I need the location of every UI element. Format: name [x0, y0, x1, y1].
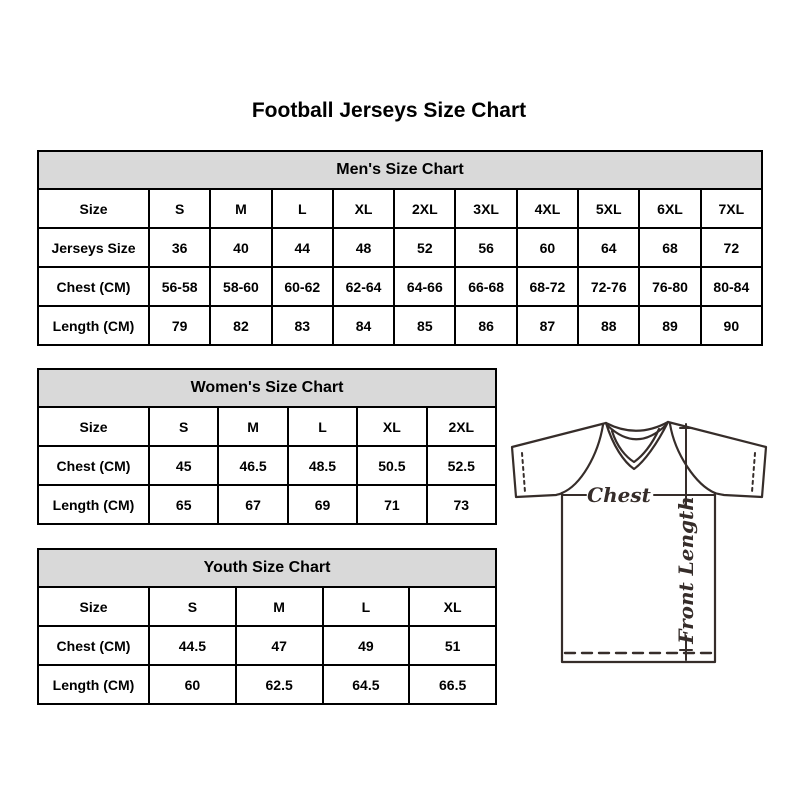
value-cell: 67: [218, 485, 287, 524]
value-cell: 48.5: [288, 446, 357, 485]
womens-chest-row: [38, 446, 496, 485]
row-label: Chest (CM): [38, 267, 149, 306]
size-cell: 4XL: [517, 189, 578, 228]
value-cell: 82: [210, 306, 271, 345]
value-cell: 48: [333, 228, 394, 267]
jersey-outline-icon: [512, 422, 766, 662]
value-cell: 68: [639, 228, 700, 267]
front-length-label: Front Length: [674, 496, 698, 644]
value-cell: 64: [578, 228, 639, 267]
value-cell: 66.5: [409, 665, 496, 704]
jersey-measurement-diagram: [503, 398, 775, 688]
mens-table-title: Men's Size Chart: [38, 151, 762, 189]
youth-length-row: [38, 665, 496, 704]
womens-table-title: Women's Size Chart: [38, 369, 496, 407]
value-cell: 69: [288, 485, 357, 524]
womens-header-row: [38, 369, 496, 407]
value-cell: 36: [149, 228, 210, 267]
value-cell: 73: [427, 485, 496, 524]
row-label: Size: [38, 587, 149, 626]
youth-size-table: [37, 548, 497, 705]
value-cell: 64.5: [323, 665, 410, 704]
row-label: Length (CM): [38, 485, 149, 524]
value-cell: 44.5: [149, 626, 236, 665]
womens-size-row: [38, 407, 496, 446]
size-cell: 2XL: [394, 189, 455, 228]
row-label: Size: [38, 407, 149, 446]
size-cell: S: [149, 189, 210, 228]
youth-table-title: Youth Size Chart: [38, 549, 496, 587]
size-cell: 5XL: [578, 189, 639, 228]
value-cell: 52: [394, 228, 455, 267]
left-cuff-stitch: [522, 453, 525, 492]
size-cell: S: [149, 587, 236, 626]
row-label: Chest (CM): [38, 626, 149, 665]
value-cell: 62-64: [333, 267, 394, 306]
value-cell: 71: [357, 485, 426, 524]
value-cell: 45: [149, 446, 218, 485]
size-cell: S: [149, 407, 218, 446]
size-cell: 2XL: [427, 407, 496, 446]
value-cell: 66-68: [455, 267, 516, 306]
value-cell: 50.5: [357, 446, 426, 485]
youth-chest-row: [38, 626, 496, 665]
value-cell: 56: [455, 228, 516, 267]
value-cell: 62.5: [236, 665, 323, 704]
size-cell: 6XL: [639, 189, 700, 228]
mens-size-row: [38, 189, 762, 228]
value-cell: 65: [149, 485, 218, 524]
value-cell: 47: [236, 626, 323, 665]
value-cell: 60-62: [272, 267, 333, 306]
mens-size-table: [37, 150, 763, 346]
size-cell: M: [210, 189, 271, 228]
size-cell: L: [288, 407, 357, 446]
right-sleeve-seam: [670, 424, 715, 493]
value-cell: 51: [409, 626, 496, 665]
value-cell: 85: [394, 306, 455, 345]
row-label: Chest (CM): [38, 446, 149, 485]
size-cell: M: [236, 587, 323, 626]
mens-header-row: [38, 151, 762, 189]
youth-header-row: [38, 549, 496, 587]
value-cell: 40: [210, 228, 271, 267]
womens-length-row: [38, 485, 496, 524]
value-cell: 89: [639, 306, 700, 345]
value-cell: 58-60: [210, 267, 271, 306]
chest-label: Chest: [587, 483, 651, 507]
value-cell: 88: [578, 306, 639, 345]
value-cell: 52.5: [427, 446, 496, 485]
value-cell: 60: [517, 228, 578, 267]
value-cell: 72-76: [578, 267, 639, 306]
row-label: Length (CM): [38, 306, 149, 345]
value-cell: 86: [455, 306, 516, 345]
size-cell: M: [218, 407, 287, 446]
mens-length-row: [38, 306, 762, 345]
value-cell: 44: [272, 228, 333, 267]
row-label: Size: [38, 189, 149, 228]
size-cell: L: [323, 587, 410, 626]
right-cuff-stitch: [752, 453, 755, 492]
value-cell: 83: [272, 306, 333, 345]
size-cell: XL: [357, 407, 426, 446]
row-label: Jerseys Size: [38, 228, 149, 267]
value-cell: 84: [333, 306, 394, 345]
value-cell: 49: [323, 626, 410, 665]
value-cell: 80-84: [701, 267, 762, 306]
value-cell: 87: [517, 306, 578, 345]
value-cell: 76-80: [639, 267, 700, 306]
size-cell: 7XL: [701, 189, 762, 228]
value-cell: 72: [701, 228, 762, 267]
size-cell: 3XL: [455, 189, 516, 228]
mens-chest-row: [38, 267, 762, 306]
womens-size-table: [37, 368, 497, 525]
size-cell: L: [272, 189, 333, 228]
value-cell: 46.5: [218, 446, 287, 485]
row-label: Length (CM): [38, 665, 149, 704]
value-cell: 79: [149, 306, 210, 345]
youth-size-row: [38, 587, 496, 626]
value-cell: 60: [149, 665, 236, 704]
page-title: Football Jerseys Size Chart: [251, 99, 527, 122]
value-cell: 56-58: [149, 267, 210, 306]
value-cell: 90: [701, 306, 762, 345]
mens-jerseys-size-row: [38, 228, 762, 267]
value-cell: 68-72: [517, 267, 578, 306]
size-cell: XL: [409, 587, 496, 626]
value-cell: 64-66: [394, 267, 455, 306]
size-cell: XL: [333, 189, 394, 228]
